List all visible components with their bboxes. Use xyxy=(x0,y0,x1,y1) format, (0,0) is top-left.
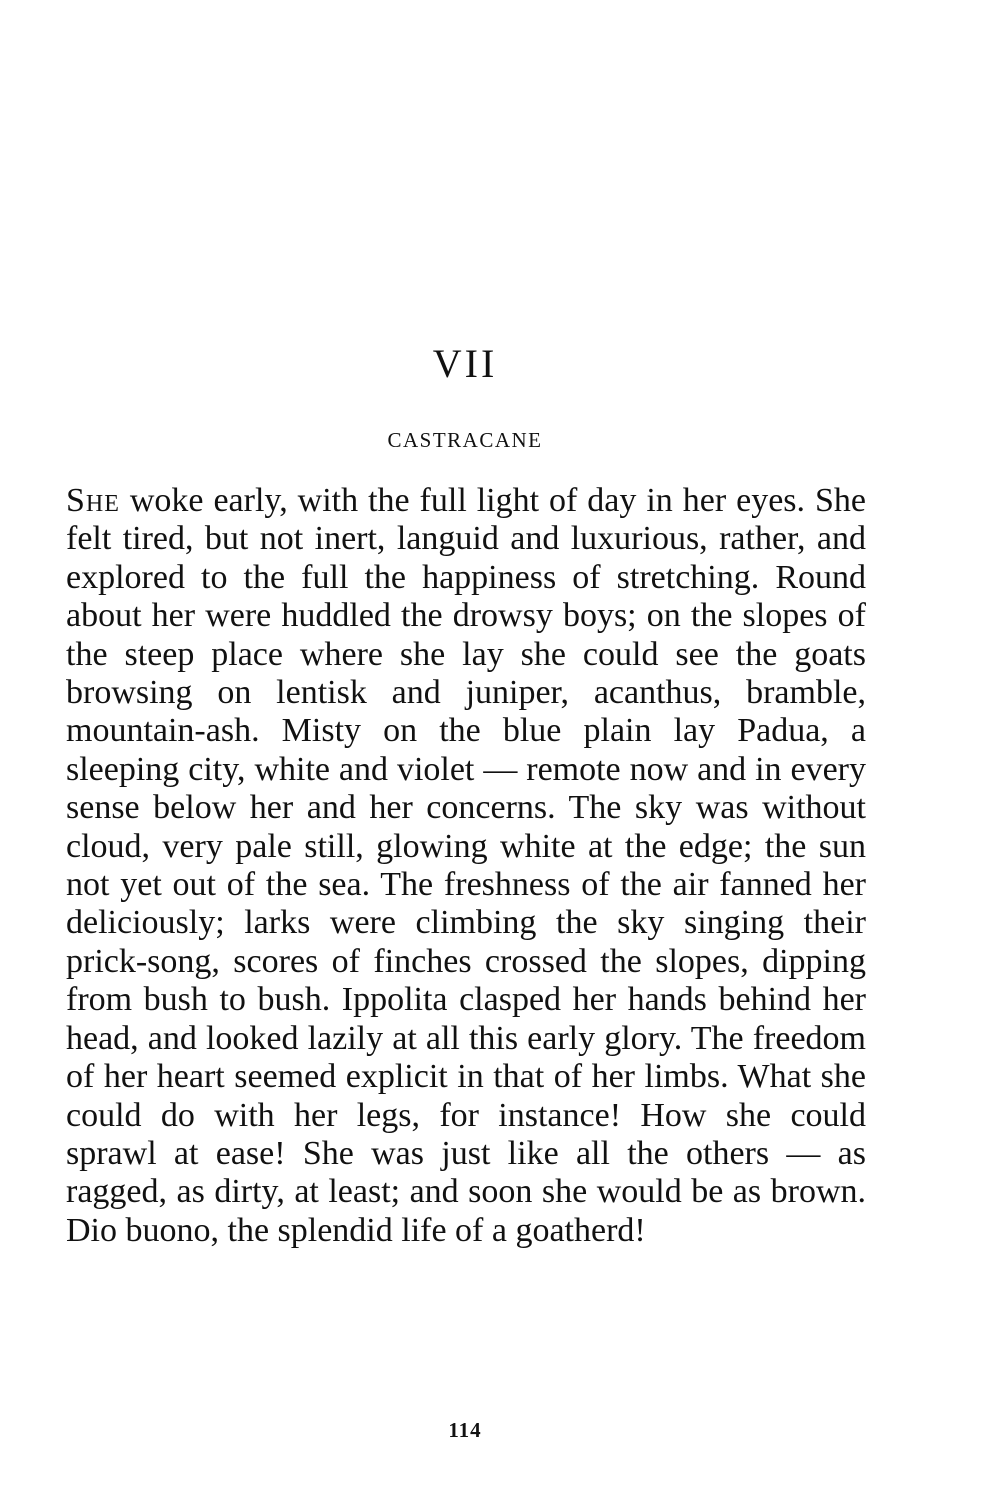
body-paragraph xyxy=(66,482,866,1250)
opening-word: She xyxy=(66,482,120,519)
paragraph-text: woke early, with the full light of day in her eyes. She felt tired, but not inert, languid and luxurious, rather, and explored to the full the happiness of stretching. Round about her were huddled the drowsy boys; on the slopes of the steep place where she lay she could see the goats browsing on lentisk and juniper, acanthus, bramble, mountain-ash. Misty on the blue plain lay Padua, a sleeping city, white and violet — remote now and in every sense below her and her concerns. The sky was without cloud, very pale still, glowing white at the edge; the sun not yet out of the sea. The freshness of the air fanned her deliciously; larks were climbing the sky singing their prick-song, scores of finches crossed the slopes, dipping from bush to bush. Ippolita clasped her hands behind her head, and looked lazily at all this early glory. The freedom of her heart seemed explicit in that of her limbs. What she could do with her legs, for instance! How she could sprawl at ease! She was just like all the others — as ragged, as dirty, at least; and soon she would be as brown. Dio buono, the splendid life of a goatherd! xyxy=(66,482,866,1249)
page-number: 114 xyxy=(448,1418,482,1442)
chapter-number: VII xyxy=(432,341,498,386)
chapter-title: CASTRACANE xyxy=(387,428,543,452)
